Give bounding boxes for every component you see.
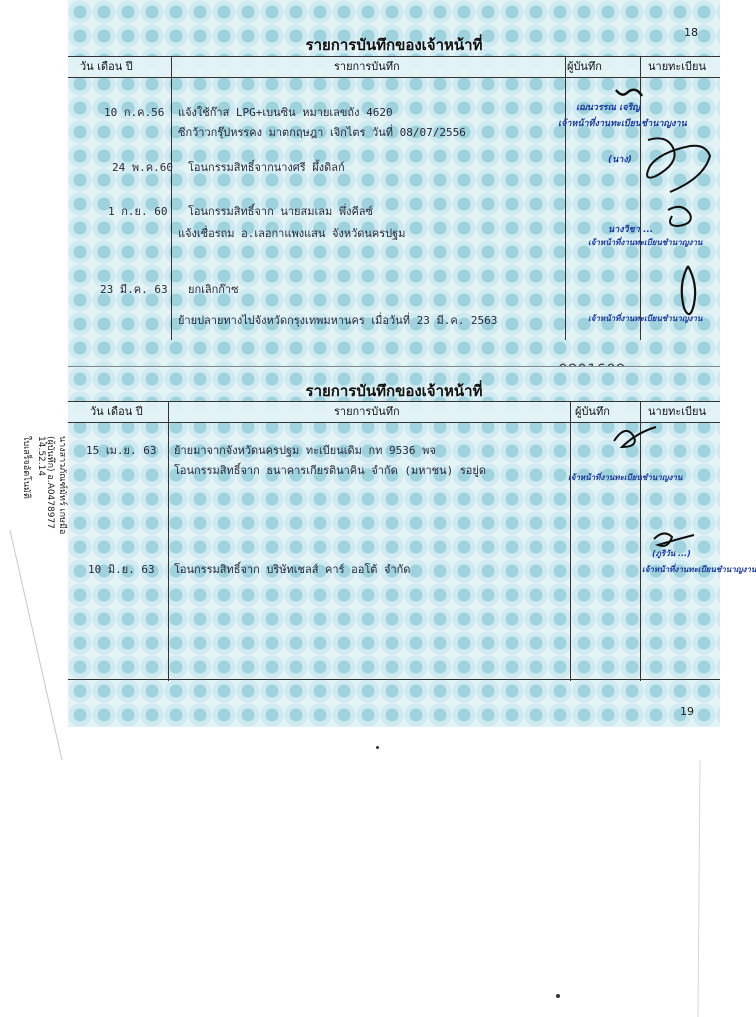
entry-date: 23 มี.ค. 63 (100, 283, 168, 296)
entry-date: 24 พ.ค.60 (112, 161, 173, 174)
column-registrar: นายทะเบียน (648, 60, 707, 73)
entry-text: ย้ายปลายทางไปจังหวัดกรุงเทพมหานคร เมื่อวันที่ 23 มี.ค. 2563 (178, 314, 498, 327)
entry-text: โอนกรรมสิทธิ์จาก บริษัทเชลส์ คาร์ ออโต้ จำกัด (174, 563, 411, 576)
scan-speck (556, 994, 560, 998)
entry-text: ซีกว้าวกรุ๊ปหรรคง มาตกฤษฎา เจิกไตร วันที่ 08/07/2556 (178, 126, 466, 139)
entry-text: ย้ายมาจากจังหวัดนครปฐม ทะเบียนเดิม กท 9536 พจ (174, 444, 436, 457)
page-title: รายการบันทึกของเจ้าหน้าที่ (305, 36, 483, 54)
receipt-note: นางสาวภัณฑ์มัทร์ เกษมีอ (57, 436, 67, 535)
column-entry: รายการบันทึก (334, 60, 400, 73)
officer-stamp: เจ้าหน้าที่งานทะเบียนชำนาญงาน (588, 238, 703, 247)
column-registrar: นายทะเบียน (648, 405, 707, 418)
entry-date: 10 มิ.ย. 63 (88, 563, 155, 576)
entry-date: 1 ก.ย. 60 (108, 205, 168, 218)
page-number: 19 (680, 705, 694, 718)
receipt-note: (ผู้บันทึก) อ.A0478977 (45, 436, 55, 529)
column-date: วัน เดือน ปี (90, 405, 143, 418)
column-recorder: ผู้บันทึก (575, 405, 610, 418)
column-date: วัน เดือน ปี (80, 60, 133, 73)
entry-text: ยกเลิกก๊าซ (188, 283, 239, 296)
entry-text: โอนกรรมสิทธิ์จากนางศรี ผึ้งดิลก์ (188, 161, 345, 174)
page-number: 18 (684, 26, 698, 39)
officer-stamp: เฌนวรรณ เจริญ (576, 103, 640, 113)
officer-stamp: นางวิชา ... (608, 225, 654, 235)
officer-stamp: (นาง) (608, 155, 632, 165)
entry-date: 15 เม.ย. 63 (86, 444, 157, 457)
officer-stamp: (ภูริวัน ...) (652, 549, 691, 558)
receipt-note: 14.52.14 (36, 436, 46, 477)
entry-text: โอนกรรมสิทธิ์จาก ธนาคารเกียรตินาคิน จำกัด (มหาชน) รอยู่ด (174, 464, 486, 477)
entry-text: โอนกรรมสิทธิ์จาก นายสมเลม พึ่งคีลซ์ (188, 205, 374, 218)
officer-stamp: เจ้าหน้าที่งานทะเบียนชำนาญงาน (568, 473, 683, 482)
page-title: รายการบันทึกของเจ้าหน้าที่ (305, 382, 483, 400)
scan-speck (376, 746, 379, 749)
column-recorder: ผู้บันทึก (567, 60, 602, 73)
officer-stamp: เจ้าหน้าที่งานทะเบียนชำนาญงาน (558, 119, 687, 129)
officer-stamp: เจ้าหน้าที่งานทะเบียนชำนาญงาน (642, 565, 756, 574)
column-entry: รายการบันทึก (334, 405, 400, 418)
officer-stamp: เจ้าหน้าที่งานทะเบียนชำนาญงาน (588, 314, 703, 323)
receipt-note: ใบเสร็จอัตโนมัติ (21, 436, 31, 499)
entry-date: 10 ก.ค.56 (104, 106, 165, 119)
entry-text: แจ้งเชื่อรถม อ.เลอกาแพงแสน จังหวัดนครปฐม (178, 227, 406, 240)
entry-text: แจ้งใช้ก๊าส LPG+เบนซิน หมายเลขถัง 4620 (178, 106, 393, 119)
